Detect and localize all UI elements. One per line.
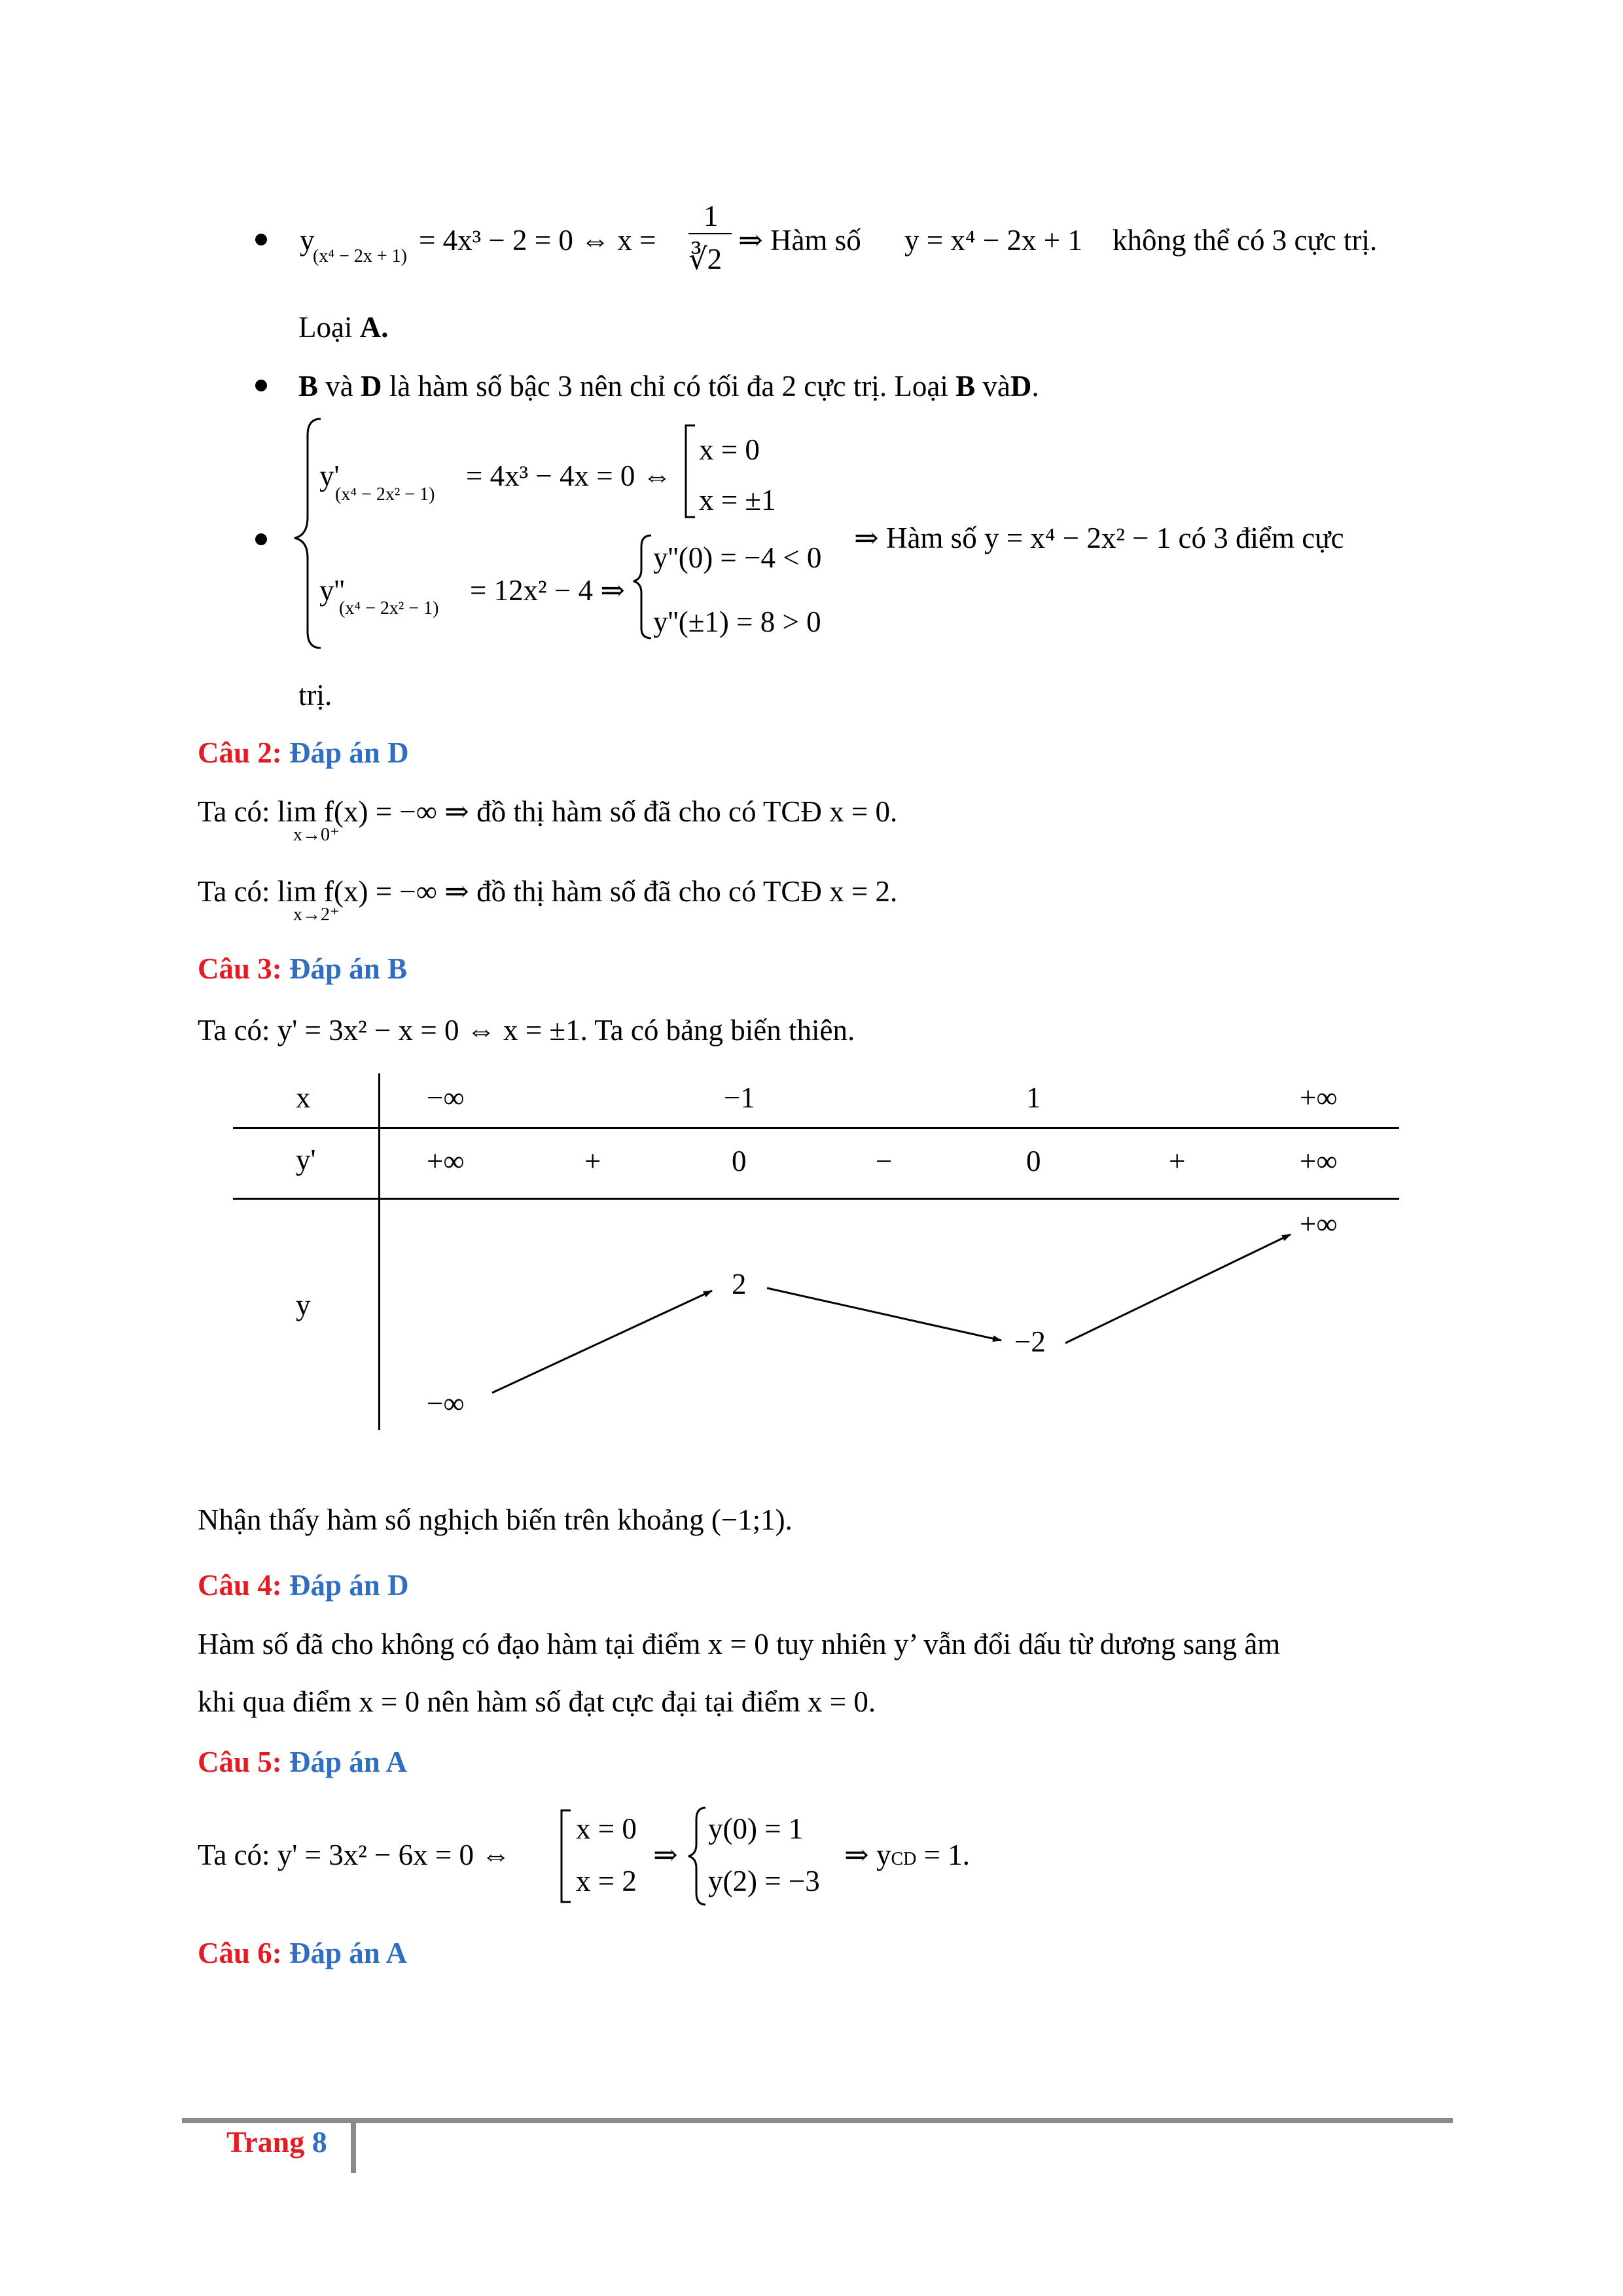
case-x-pm1: x = ±1: [699, 484, 776, 516]
question-answer: Đáp án B: [289, 952, 408, 985]
result-subscript: CD: [891, 1849, 917, 1869]
table-row-label-y: y: [296, 1289, 311, 1321]
question-answer: Đáp án A: [289, 1746, 408, 1778]
option-letter: D: [1010, 370, 1032, 403]
arrow-up-2: [1065, 1234, 1291, 1343]
q5-prefix: Ta có: y' = 3x² − 6x = 0 ⇔: [198, 1839, 511, 1871]
case-x0: x = 0: [699, 433, 760, 466]
question-3-heading: [198, 954, 407, 984]
case-y0: y''(0) = −4 < 0: [653, 541, 822, 574]
reject-text: Loại: [298, 311, 353, 344]
q2-text: đồ thị hàm số đã cho có TCĐ x = 0.: [476, 795, 898, 828]
y-value: 2: [732, 1268, 747, 1300]
bullet-dot: [255, 380, 267, 391]
q5-case1: x = 0: [576, 1812, 637, 1845]
question-6-heading: [198, 1939, 407, 1968]
question-title: Câu 2:: [198, 736, 282, 769]
page-footer: [226, 2127, 327, 2157]
table-hline-2: [233, 1198, 1399, 1200]
option-letter: B: [955, 370, 976, 403]
q4-line1: Hàm số đã cho không có đạo hàm tại điểm x = 0 tuy nhiên y’ vẫn đổi dấu từ dương sang âm: [198, 1628, 1281, 1660]
bullet3-wrap: trị.: [298, 679, 332, 711]
option-letter: B: [298, 370, 319, 403]
table-row-label-dy: y': [296, 1143, 316, 1176]
dy-value: −: [876, 1145, 893, 1177]
conclusion-prefix: ⇒ Hàm số: [738, 224, 861, 257]
function-text: y = x⁴ − 2x + 1: [904, 224, 1082, 257]
dy-value: +∞: [427, 1145, 465, 1177]
q5-result: [844, 1840, 970, 1870]
question-2-heading: [198, 738, 409, 768]
equation-text: = 4x³ − 2 = 0 ⇔ x =: [419, 224, 656, 257]
q3-line1: Ta có: y' = 3x² − x = 0 ⇔ x = ±1. Ta có bảng biến thiên.: [198, 1014, 855, 1047]
line1-subscript: (x⁴ − 2x² − 1): [335, 484, 435, 505]
bullet2-line: [298, 372, 1039, 401]
x-value: −∞: [427, 1081, 465, 1114]
page-number: 8: [312, 2125, 327, 2159]
dy-value: +∞: [1300, 1145, 1338, 1177]
x-value: 1: [1026, 1081, 1041, 1114]
arrow-down: [767, 1288, 1001, 1340]
line1-equation: = 4x³ − 4x = 0 ⇔: [466, 459, 672, 492]
q5-case2: x = 2: [576, 1865, 637, 1897]
fraction-denominator: ∛2: [688, 243, 722, 276]
result-end: = 1.: [923, 1839, 971, 1871]
case-ypm1: y''(±1) = 8 > 0: [653, 605, 821, 638]
question-answer: Đáp án D: [289, 1569, 409, 1602]
limit-subscript: x→0⁺: [293, 825, 340, 845]
conclusion-suffix: không thể có 3 cực trị.: [1113, 224, 1378, 257]
line2-equation: = 12x² − 4 ⇒: [470, 574, 625, 607]
y-value: +∞: [1300, 1208, 1338, 1240]
period: .: [1031, 370, 1039, 403]
q5-val2: y(2) = −3: [708, 1865, 820, 1897]
q2-line1: [198, 797, 897, 827]
question-title: Câu 3:: [198, 952, 282, 985]
question-answer: Đáp án D: [289, 736, 409, 769]
reject-line: [298, 313, 388, 342]
question-4-heading: [198, 1571, 409, 1600]
dy-value: +: [584, 1145, 601, 1177]
text: là hàm số bậc 3 nên chỉ có tối đa 2 cực trị. Loại: [389, 370, 948, 403]
derivative-symbol: y: [300, 224, 315, 257]
y-value: −2: [1014, 1325, 1046, 1358]
question-title: Câu 4:: [198, 1569, 282, 1602]
dy-value: +: [1169, 1145, 1186, 1177]
dy-value: 0: [732, 1145, 747, 1177]
fraction-bar: [688, 233, 732, 234]
question-title: Câu 6:: [198, 1937, 282, 1969]
x-value: −1: [724, 1081, 755, 1114]
table-row-label-x: x: [296, 1081, 311, 1114]
limit-expression: lim f(x) = −∞ ⇒: [277, 875, 469, 908]
q5-val1: y(0) = 1: [708, 1812, 804, 1845]
bullet3-conclusion: ⇒ Hàm số y = x⁴ − 2x² − 1 có 3 điểm cực: [854, 522, 1344, 554]
question-title: Câu 5:: [198, 1746, 282, 1778]
fraction-numerator: 1: [704, 200, 719, 232]
page-label: Trang: [226, 2125, 305, 2159]
arrow-up-1: [492, 1291, 712, 1393]
prefix: Ta có:: [198, 795, 270, 828]
question-answer: Đáp án A: [289, 1937, 408, 1969]
y-value: −∞: [427, 1387, 465, 1420]
derivative-subscript: (x⁴ − 2x + 1): [313, 246, 407, 266]
bullet-dot: [255, 234, 267, 245]
footer-rule: [182, 2118, 1453, 2123]
text: và: [325, 370, 353, 403]
result-text: ⇒ y: [844, 1839, 891, 1871]
line2-subscript: (x⁴ − 2x² − 1): [339, 598, 439, 619]
q3-conclusion: Nhận thấy hàm số nghịch biến trên khoảng (−1;1).: [198, 1503, 793, 1536]
limit-expression: lim f(x) = −∞ ⇒: [277, 795, 469, 828]
q2-line2: [198, 877, 897, 906]
question-5-heading: [198, 1748, 407, 1777]
prefix: Ta có:: [198, 875, 270, 908]
x-value: +∞: [1300, 1081, 1338, 1114]
q2-text: đồ thị hàm số đã cho có TCĐ x = 2.: [476, 875, 898, 908]
option-letter: D: [361, 370, 382, 403]
footer-divider: [351, 2118, 356, 2173]
q4-line2: khi qua điểm x = 0 nên hàm số đạt cực đại tại điểm x = 0.: [198, 1685, 876, 1718]
reject-letter: A.: [359, 311, 389, 344]
bullet-dot: [255, 533, 267, 545]
text: và: [982, 370, 1010, 403]
second-derivative-line2-lhs: y'': [319, 574, 345, 607]
limit-subscript: x→2⁺: [293, 905, 340, 925]
q5-arrow: ⇒: [653, 1839, 678, 1871]
dy-value: 0: [1026, 1145, 1041, 1177]
table-hline-1: [233, 1127, 1399, 1129]
second-derivative-line1-lhs: y': [319, 459, 340, 492]
